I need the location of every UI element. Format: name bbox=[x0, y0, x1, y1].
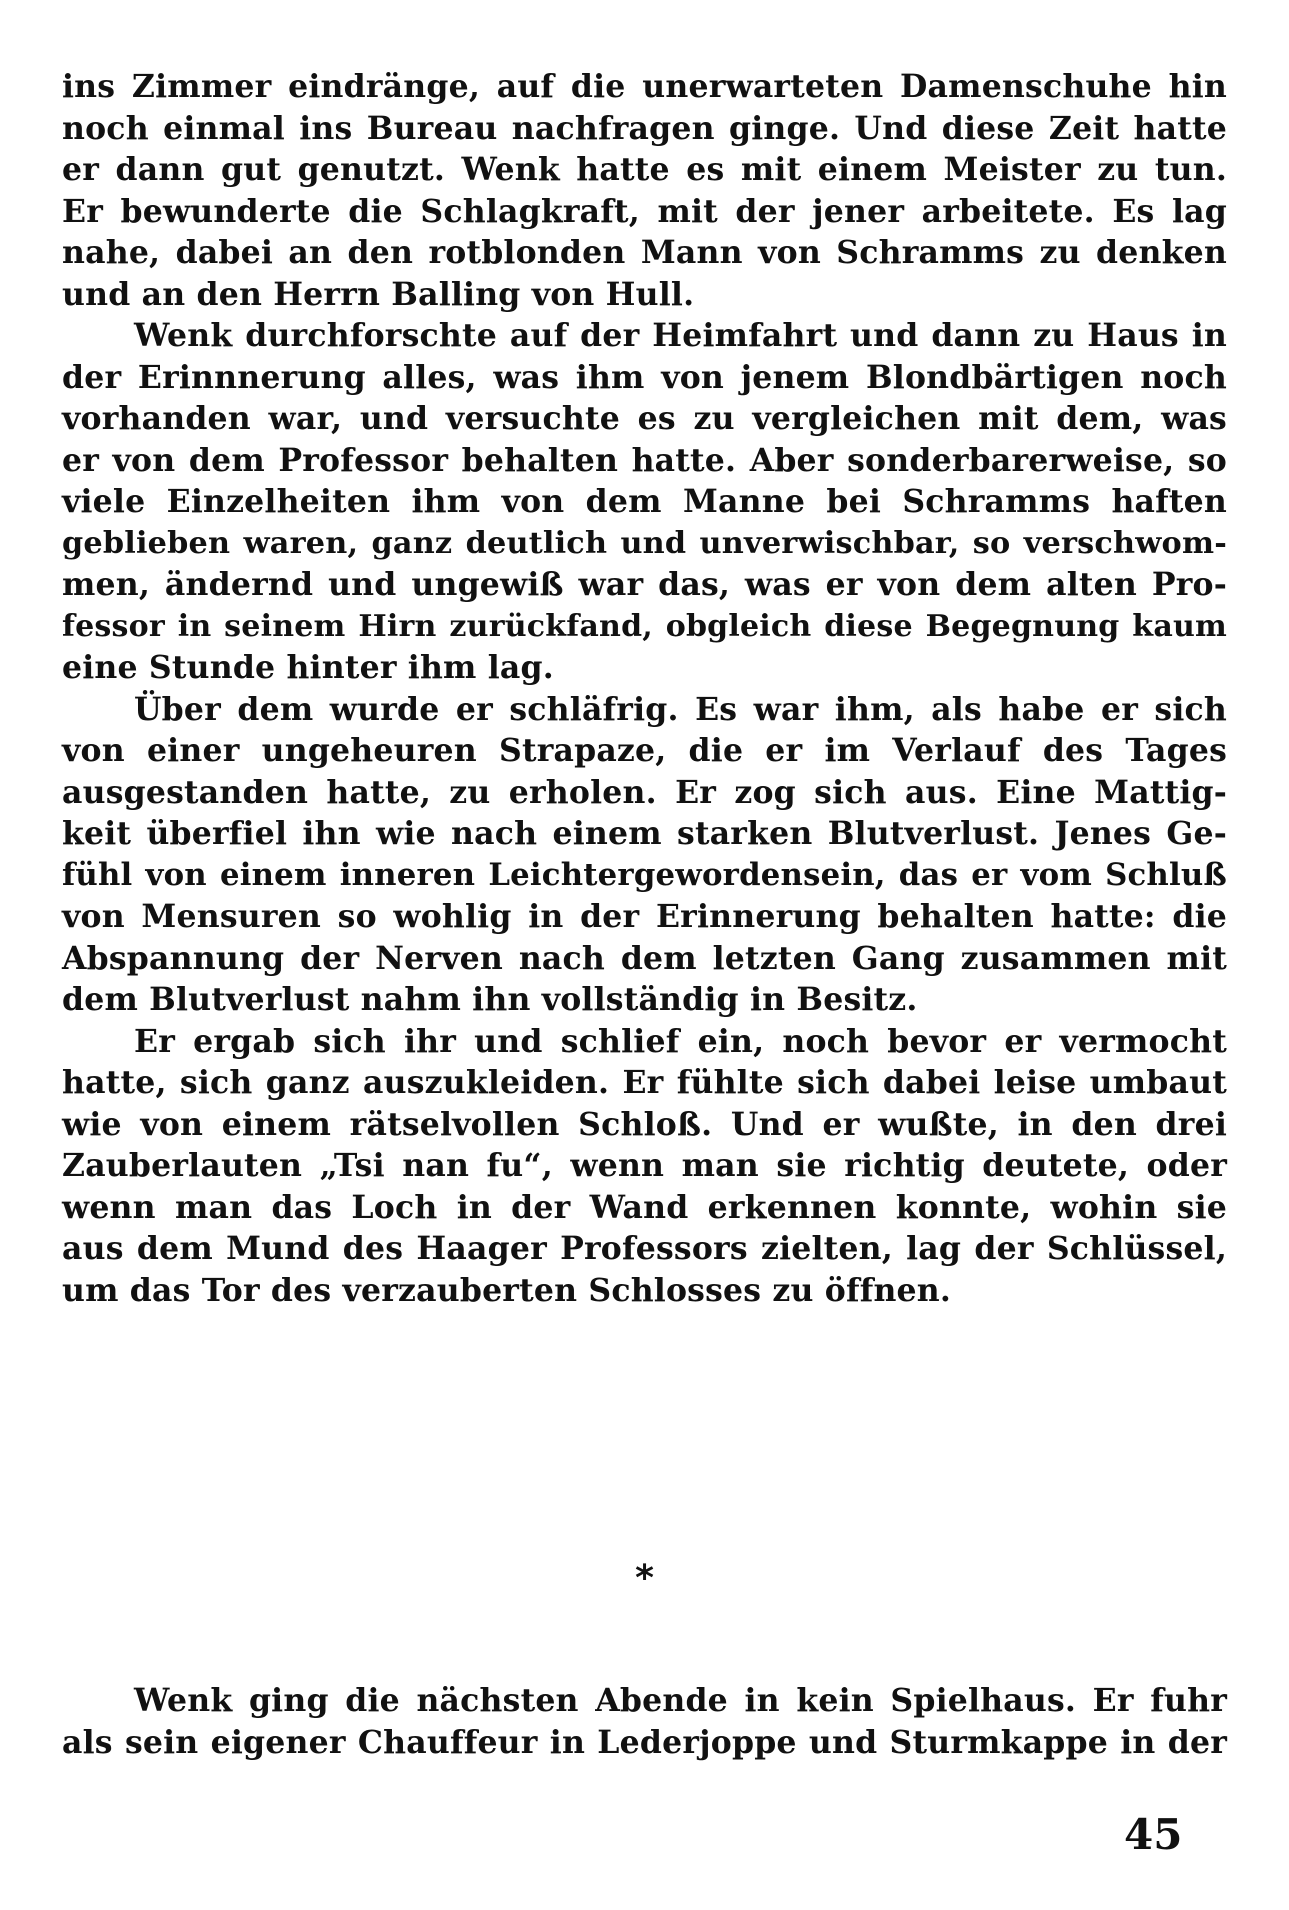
text-line: der Erinnnerung alles, was ihm von jenem Blondbärtigen noch bbox=[62, 358, 1227, 396]
text-line: Wenk ging die nächsten Abende in kein Spielhaus. Er fuhr bbox=[134, 1682, 1227, 1719]
text-line: men, ändernd und ungewiß war das, was er von dem alten Pro- bbox=[62, 566, 1227, 603]
text-line: als sein eigener Chauffeur in Lederjoppe und Sturmkappe in der bbox=[62, 1723, 1227, 1761]
text-line: Über dem wurde er schläfrig. Es war ihm, als habe er sich bbox=[134, 690, 1227, 728]
text-line: um das Tor des verzauberten Schlosses zu öffnen. bbox=[62, 1271, 952, 1309]
body-text bbox=[62, 66, 1227, 1311]
section-separator: * bbox=[635, 1558, 654, 1599]
text-line: vorhanden war, und versuchte es zu vergleichen mit dem, was bbox=[62, 400, 1227, 437]
body-text-continued bbox=[62, 1680, 1227, 1763]
text-line: Er ergab sich ihr und schlief ein, noch bevor er vermocht bbox=[134, 1022, 1227, 1060]
text-line: viele Einzelheiten ihm von dem Manne bei Schramms haften bbox=[62, 483, 1227, 520]
text-line: aus dem Mund des Haager Professors zielten, lag der Schlüssel, bbox=[62, 1230, 1227, 1267]
text-line: Abspannung der Nerven nach dem letzten Gang zusammen mit bbox=[62, 939, 1227, 977]
text-line: Er bewunderte die Schlagkraft, mit der jener arbeitete. Es lag bbox=[62, 192, 1227, 230]
text-line: hatte, sich ganz auszukleiden. Er fühlte sich dabei leise umbaut bbox=[62, 1064, 1227, 1101]
text-line: von einer ungeheuren Strapaze, die er im Verlauf des Tages bbox=[62, 732, 1227, 769]
text-line: ausgestanden hatte, zu erholen. Er zog sich aus. Eine Mattig- bbox=[62, 773, 1227, 811]
text-line: er von dem Professor behalten hatte. Aber sonderbarerweise, so bbox=[62, 441, 1227, 479]
text-line: keit überfiel ihn wie nach einem starken Blutverlust. Jenes Ge- bbox=[62, 815, 1227, 852]
text-line: und an den Herrn Balling von Hull. bbox=[62, 275, 695, 313]
page-number: 45 bbox=[1124, 1810, 1183, 1859]
text-line: Zauberlauten „Tsi nan fu“, wenn man sie richtig deutete, oder bbox=[62, 1147, 1227, 1184]
text-line: nahe, dabei an den rotblonden Mann von Schramms zu denken bbox=[62, 234, 1227, 271]
text-line: noch einmal ins Bureau nachfragen ginge. Und diese Zeit hatte bbox=[62, 109, 1227, 147]
text-line: von Mensuren so wohlig in der Erinnerung behalten hatte: die bbox=[62, 898, 1227, 935]
text-line: ins Zimmer eindränge, auf die unerwarteten Damenschuhe hin bbox=[62, 68, 1227, 105]
text-line: wenn man das Loch in der Wand erkennen konnte, wohin sie bbox=[62, 1188, 1227, 1226]
text-line: er dann gut genutzt. Wenk hatte es mit einem Meister zu tun. bbox=[62, 151, 1227, 188]
text-line: eine Stunde hinter ihm lag. bbox=[62, 649, 554, 686]
text-line: fessor in seinem Hirn zurückfand, obgleich diese Begegnung kaum bbox=[62, 608, 1227, 644]
text-line: geblieben waren, ganz deutlich und unverwischbar, so verschwom- bbox=[62, 525, 1227, 561]
text-line: Wenk durchforschte auf der Heimfahrt und dann zu Haus in bbox=[134, 317, 1227, 354]
text-line: wie von einem rätselvollen Schloß. Und er wußte, in den drei bbox=[62, 1105, 1227, 1143]
text-line: fühl von einem inneren Leichtergewordensein, das er vom Schluß bbox=[62, 856, 1227, 893]
text-line: dem Blutverlust nahm ihn vollständig in Besitz. bbox=[62, 981, 918, 1018]
